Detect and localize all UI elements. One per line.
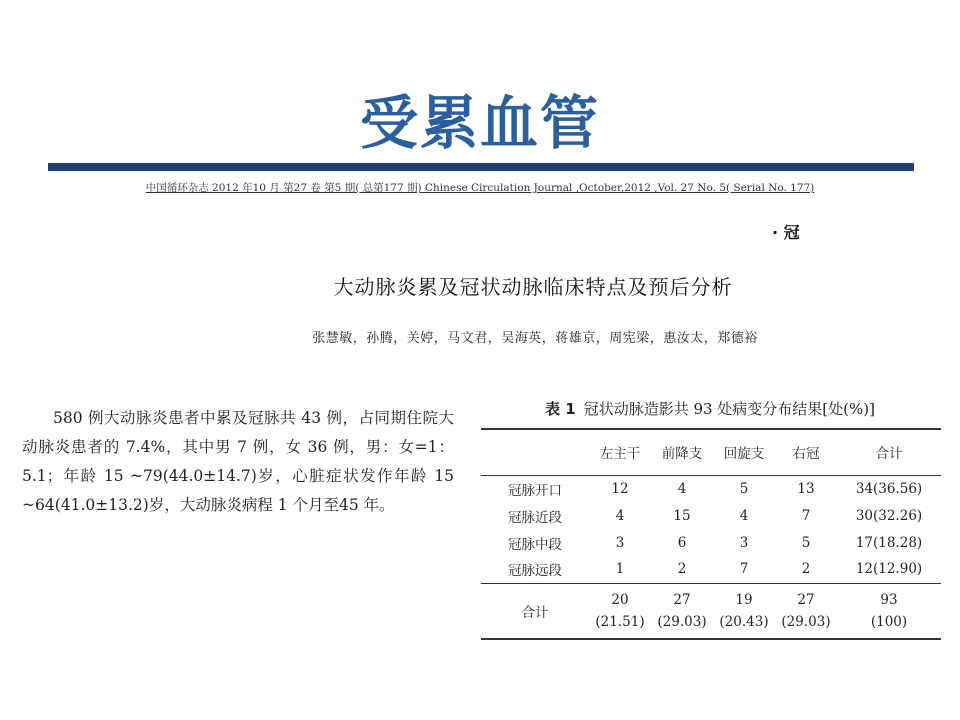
table-total-cell xyxy=(775,583,837,639)
table-total-cell xyxy=(713,583,775,639)
table-cell: 12(12.90) xyxy=(855,561,923,578)
article-authors: 张慧敏，孙腾，关婷，马文君，吴海英，蒋雄京，周宪梁，惠汝太，郑德裕 xyxy=(312,331,758,346)
total-percent: (20.43) xyxy=(719,613,769,630)
total-count: 27 xyxy=(797,591,815,608)
table-cell: 3 xyxy=(739,534,749,551)
slide-title: 受累血管 xyxy=(359,89,600,157)
table-cell: 12 xyxy=(611,480,629,497)
table-cell: 30(32.26) xyxy=(855,507,923,524)
table-row-label: 冠脉远段 xyxy=(508,563,562,580)
total-count: 93 xyxy=(880,591,898,608)
table-caption xyxy=(480,398,940,419)
total-count: 27 xyxy=(673,591,691,608)
table-row xyxy=(481,475,941,502)
table-total-row xyxy=(481,583,941,639)
table-total-cell xyxy=(837,583,941,639)
table-header-cell: 左主干 xyxy=(599,446,641,463)
table-header-cell: 回旋支 xyxy=(723,446,765,463)
table-total-cell xyxy=(589,583,651,639)
table-cell: 13 xyxy=(797,480,815,497)
table-row-label: 冠脉开口 xyxy=(508,482,562,499)
table-header-cell: 右冠 xyxy=(792,446,820,463)
table-cell: 34(36.56) xyxy=(855,480,923,497)
total-percent: (29.03) xyxy=(781,613,831,630)
table-row-label: 冠脉中段 xyxy=(508,536,562,553)
table-header-cell: 合计 xyxy=(875,446,903,463)
table-total-cell xyxy=(651,583,713,639)
total-count: 20 xyxy=(611,591,629,608)
table-cell: 6 xyxy=(677,534,687,551)
table-cell: 3 xyxy=(615,534,625,551)
table-cell: 2 xyxy=(801,561,811,578)
journal-citation xyxy=(0,180,960,195)
total-count: 19 xyxy=(735,591,753,608)
table-cell: 4 xyxy=(615,507,625,524)
table-cell: 4 xyxy=(677,480,687,497)
lesion-distribution-table xyxy=(481,428,941,640)
table-header-row xyxy=(481,429,941,475)
table-cell: 15 xyxy=(673,507,691,524)
table-cell: 5 xyxy=(801,534,811,551)
total-percent: (29.03) xyxy=(657,613,707,630)
body-paragraph: 580 例大动脉炎患者中累及冠脉共 43 例，占同期住院大动脉炎患者的 7.4%，其中男 7 例，女 36 例，男：女=1：5.1；年龄 15 ~79(44.0±14.7)岁，心脏症状发作年龄 15 ~64(41.0±13.2)岁，大动脉炎病程 1 个月至45 年。 xyxy=(22,409,454,514)
table-row-label: 冠脉近段 xyxy=(508,509,562,526)
table-cell: 7 xyxy=(801,507,811,524)
table-row xyxy=(481,556,941,583)
table-row xyxy=(481,502,941,529)
table-caption-text: 冠状动脉造影共 93 处病变分布结果[处(%)] xyxy=(583,400,875,418)
table-total-label: 合计 xyxy=(521,604,549,621)
journal-citation-text: 中国循环杂志 2012 年10 月 第27 卷 第5 期( 总第177 期) Chinese Circulation Journal ,October,2012 ,Vol. 27 No. 5( Serial No. 177) xyxy=(145,182,815,194)
section-tag: · 冠 xyxy=(772,223,800,242)
total-percent: (100) xyxy=(870,613,908,630)
table-cell: 4 xyxy=(739,507,749,524)
total-percent: (21.51) xyxy=(595,613,645,630)
article-title: 大动脉炎累及冠状动脉临床特点及预后分析 xyxy=(333,275,733,299)
table-cell: 2 xyxy=(677,561,687,578)
table-cell: 17(18.28) xyxy=(855,534,923,551)
table-cell: 5 xyxy=(739,480,749,497)
table-label: 表 1 xyxy=(545,400,576,418)
title-divider xyxy=(48,163,914,171)
table-cell: 7 xyxy=(739,561,749,578)
table-row xyxy=(481,529,941,556)
table-header-cell: 前降支 xyxy=(661,446,703,463)
table-cell: 1 xyxy=(615,561,625,578)
table-header-cell xyxy=(481,429,589,475)
